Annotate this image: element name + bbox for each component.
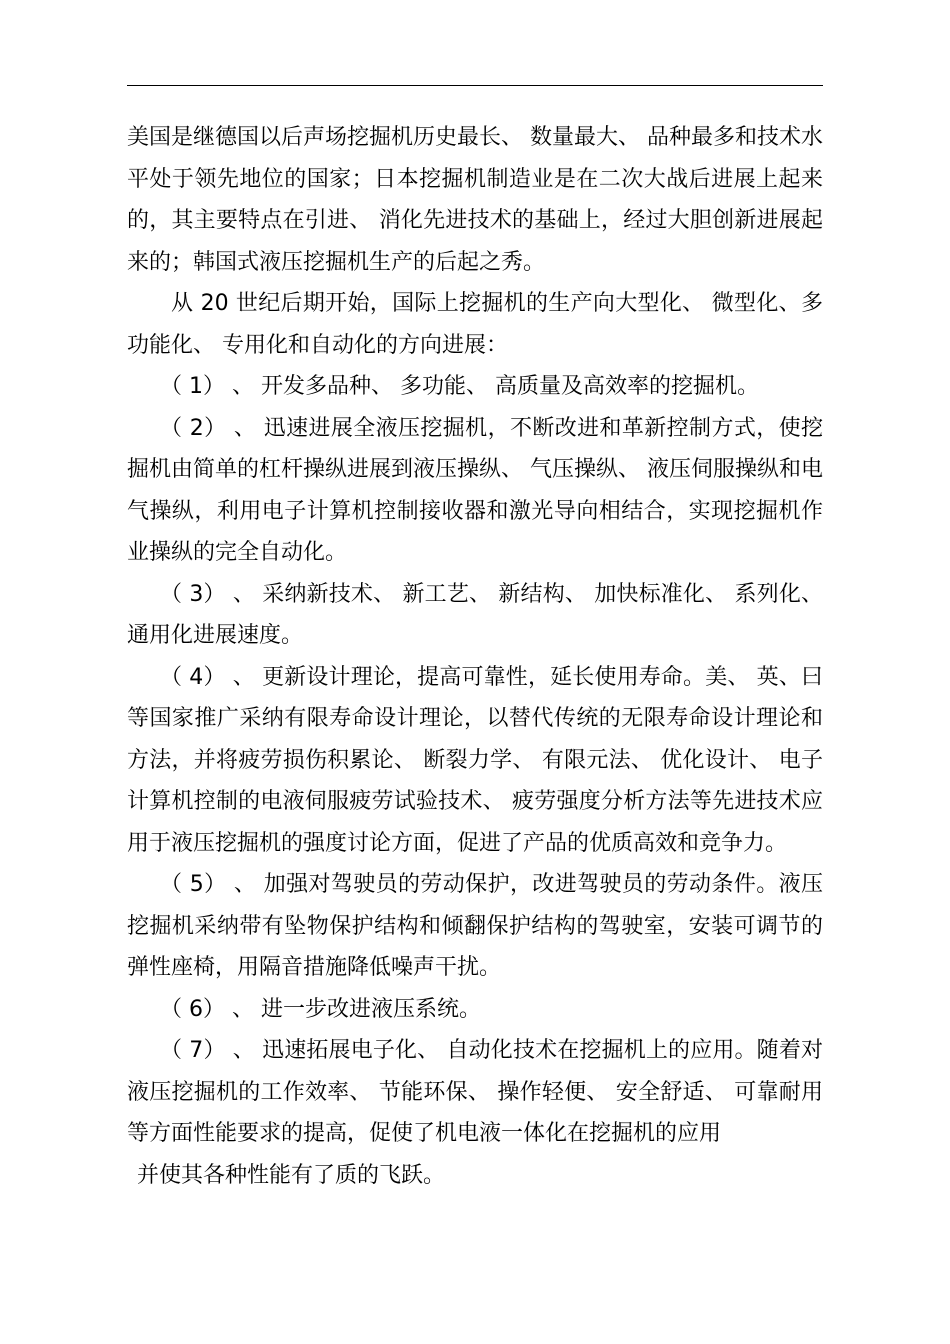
list-item-7-continuation: 并使其各种性能有了质的飞跃。: [137, 1162, 446, 1188]
paragraph-intro: 美国是继德国以后声场挖掘机历史最长、 数量最大、 品种最多和技术水平处于领先地位的国家；日本挖掘机制造业是在二次大战后进展上起来的，其主要特点在引进、 消化先进技术的基础上，经过大胆创新进展起来的；韩国式液压挖掘机生产的后起之秀。: [127, 125, 823, 275]
list-item-6: （ 6） 、 进一步改进液压系统。: [160, 996, 481, 1022]
body-text: [127, 117, 823, 1196]
list-item-3: （ 3） 、 采纳新技术、 新工艺、 新结构、 加快标准化、 系列化、 通用化进展速度。: [127, 581, 823, 648]
list-item-2: （ 2） 、 迅速进展全液压挖掘机，不断改进和革新控制方式，使挖掘机由简单的杠杆操纵进展到液压操纵、 气压操纵、 液压伺服操纵和电气操纵，利用电子计算机控制接收器和激光导向相结合，实现挖掘机作业操纵的完全自动化。: [127, 415, 823, 565]
list-item-4: （ 4） 、 更新设计理论，提高可靠性，延长使用寿命。美、 英、曰等国家推广采纳有限寿命设计理论，以替代传统的无限寿命设计理论和方法，并将疲劳损伤积累论、 断裂力学、 有限元法、 优化设计、 电子计算机控制的电液伺服疲劳试验技术、 疲劳强度分析方法等先进技术应用于液压挖掘机的强度讨论方面，促进了产品的优质高效和竞争力。: [127, 664, 823, 856]
list-item-5: （ 5） 、 加强对驾驶员的劳动保护，改进驾驶员的劳动条件。液压挖掘机采纳带有坠物保护结构和倾翻保护结构的驾驶室，安装可调节的弹性座椅，用隔音措施降低噪声干扰。: [127, 872, 823, 980]
list-item-1: （ 1） 、 开发多品种、 多功能、 高质量及高效率的挖掘机。: [160, 374, 759, 399]
header-rule: [127, 85, 823, 86]
paragraph-trends: 从 20 世纪后期开始，国际上挖掘机的生产向大型化、 微型化、多功能化、 专用化和自动化的方向进展：: [127, 291, 823, 358]
list-item-7: （ 7） 、 迅速拓展电子化、 自动化技术在挖掘机上的应用。随着对液压挖掘机的工作效率、 节能环保、 操作轻便、 安全舒适、 可靠耐用等方面性能要求的提高，促使了机电液一体化在挖掘机的应用: [127, 1038, 823, 1146]
